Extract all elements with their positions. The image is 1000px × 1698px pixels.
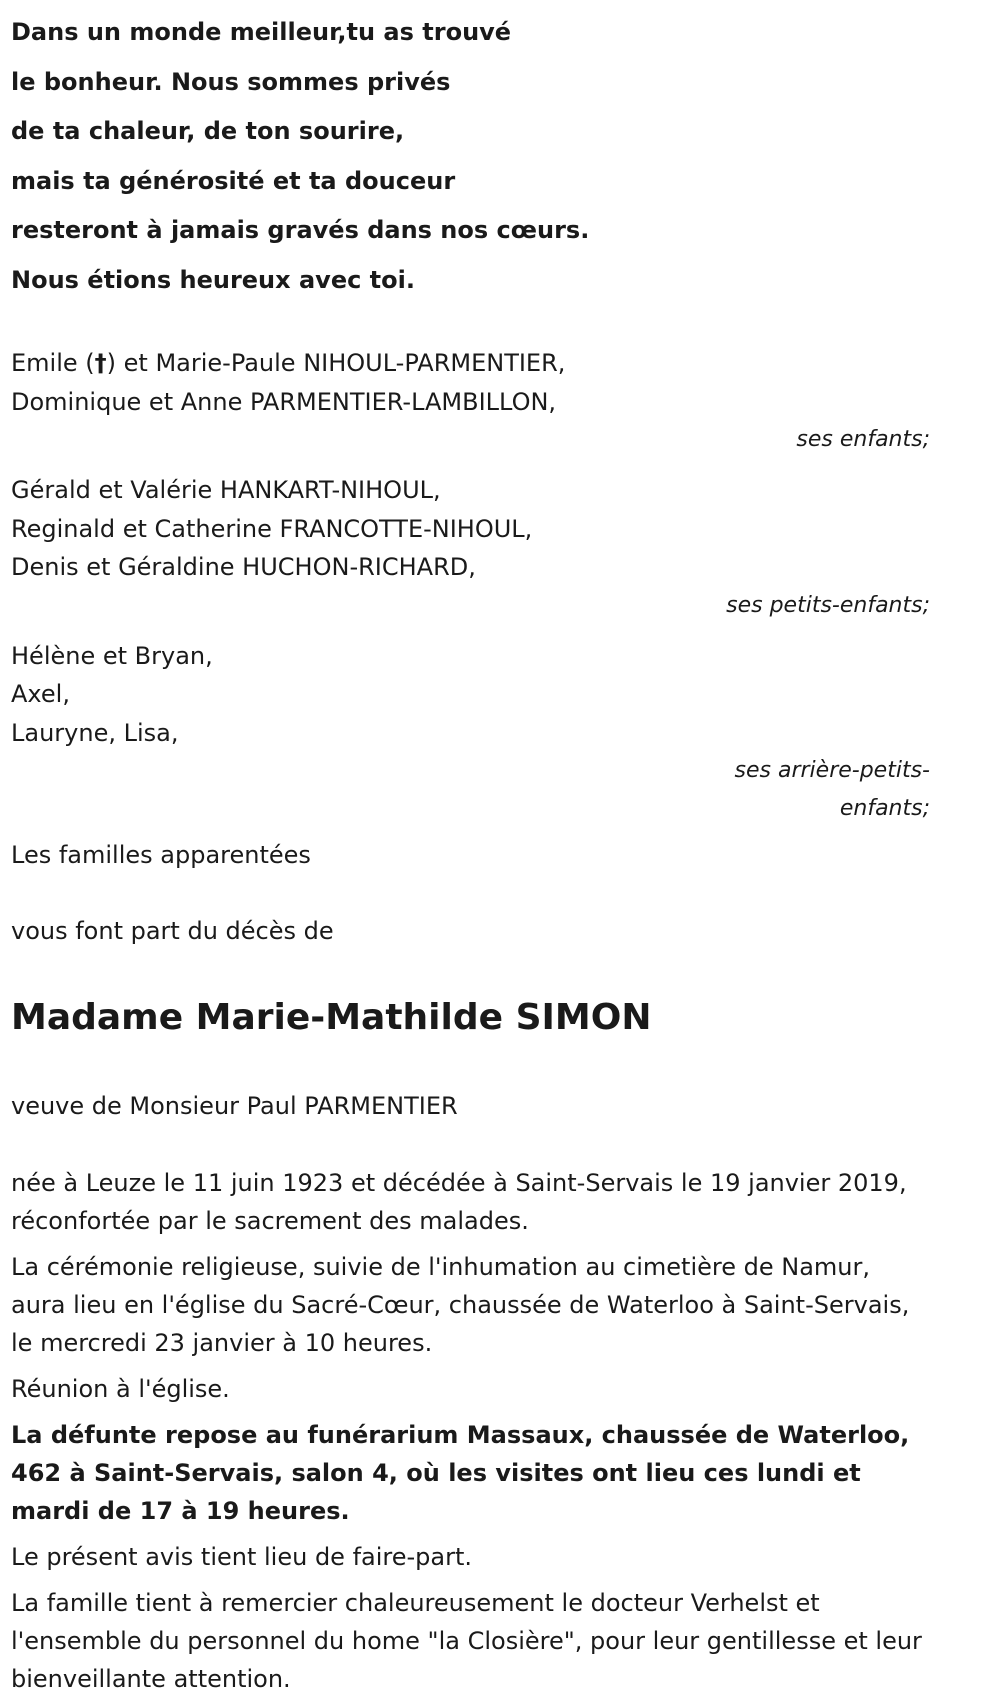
grandchildren-line: Denis et Géraldine HUCHON-RICHARD, [11,553,476,581]
poem [11,0,932,305]
great-grandchildren-line: Axel, [11,680,70,708]
widow-line: veuve de Monsieur Paul PARMENTIER [11,1092,458,1120]
grandchildren-line: Reginald et Catherine FRANCOTTE-NIHOUL, [11,514,533,543]
deceased-name: Madame Marie-Mathilde SIMON [11,997,652,1038]
relation-label: ses enfants; [796,427,930,452]
ceremony-paragraph: La cérémonie religieuse, suivie de l'inhumation au cimetière de Namur, aura lieu en l'église du Sacré-Cœur, chaussée de Waterloo à Saint-Servais, le mercredi 23 janvier à 10 heures. [11,1253,910,1357]
poem-line: mais ta générosité et ta douceur [11,166,456,195]
cross-icon: † [94,349,107,377]
relation-label: ses petits-enfants; [726,592,930,618]
grandchildren-group [11,471,932,625]
relation-label-line: ses arrière-petits- [734,758,930,783]
family-list [11,344,932,828]
children-line1-end: ) et Marie-Paule NIHOUL-PARMENTIER, [106,349,566,377]
poem-line: de ta chaleur, de ton sourire, [11,117,405,145]
great-grandchildren-line: Lauryne, Lisa, [11,718,179,747]
birth-death-paragraph: née à Leuze le 11 juin 1923 et décédée à Saint-Servais le 19 janvier 2019, réconfortée par le sacrement des malades. [11,1169,907,1235]
children-line1-start: Emile ( [11,349,95,377]
notice-paragraph: Le présent avis tient lieu de faire-part. [11,1543,473,1571]
relation-label-line: enfants; [839,796,930,821]
poem-line: Dans un monde meilleur,tu as trouvé [11,18,512,46]
children-line: Dominique et Anne PARMENTIER-LAMBILLON, [11,387,557,416]
grandchildren-line: Gérald et Valérie HANKART-NIHOUL, [11,476,441,504]
great-grandchildren-line: Hélène et Bryan, [11,641,213,670]
funeral-home-paragraph: La défunte repose au funérarium Massaux, chaussée de Waterloo, 462 à Saint-Servais, salon 4, où les visites ont lieu ces lundi et mardi de 17 à 19 heures. [11,1421,910,1525]
poem-line: le bonheur. Nous sommes privés [11,67,451,96]
poem-line: Nous étions heureux avec toi. [11,265,415,294]
children-line [11,344,932,383]
meeting-paragraph: Réunion à l'église. [11,1375,230,1403]
great-grandchildren-group [11,637,932,829]
thanks-paragraph: La famille tient à remercier chaleureusement le docteur Verhelst et l'ensemble du personnel du home "la Closière", pour leur gentillesse et leur bienveillante attention. [11,1589,922,1693]
relatives-line: Les familles apparentées [11,841,311,869]
poem-line: resteront à jamais gravés dans nos cœurs. [11,216,590,244]
relation-label [680,752,1000,828]
announce-line: vous font part du décès de [11,917,334,945]
children-group [11,344,932,459]
